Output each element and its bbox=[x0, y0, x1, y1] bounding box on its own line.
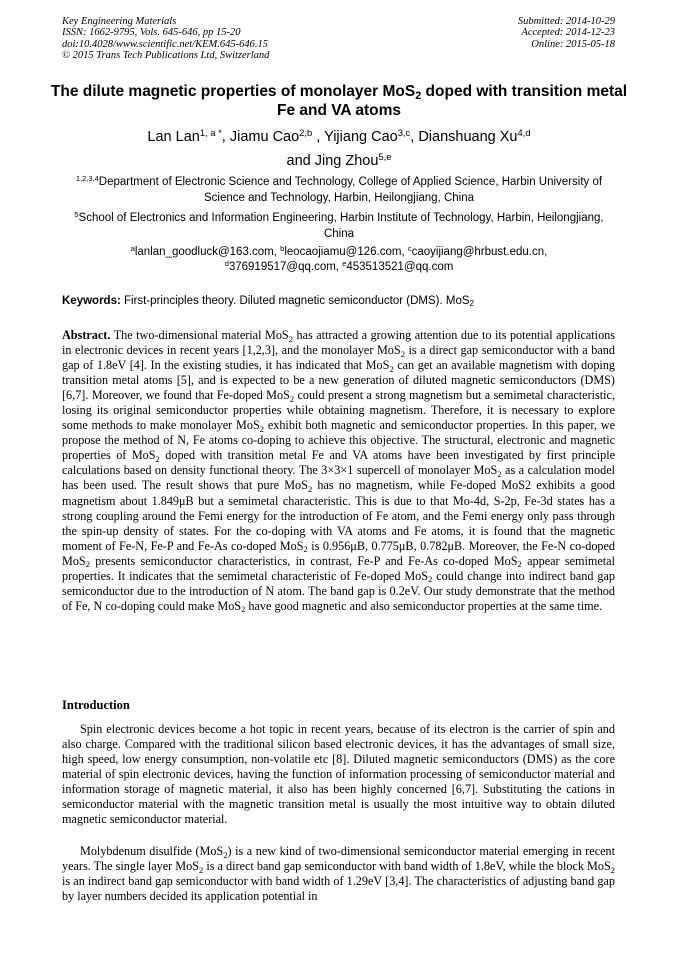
abstract-text: exhibit both magnetic and semiconductor properties. In this paper, we propose the method of N, Fe atoms co-doping to achieve this objective. The structural, electronic and magnetic properties of MoS bbox=[62, 418, 615, 463]
abstract-text: presents semiconductor characteristics, in contrast, Fe-P and Fe-As co-doped MoS bbox=[89, 553, 518, 568]
title-text-cont: doped with transition metal Fe and VA atoms bbox=[276, 83, 628, 119]
email-address: lanlan_goodluck@163.com, bbox=[134, 246, 281, 258]
author-name: Jiamu Cao bbox=[229, 129, 300, 145]
affiliation bbox=[70, 210, 608, 242]
author-affil-mark: 2,b bbox=[299, 126, 313, 138]
author-name: Jing Zhou bbox=[314, 153, 379, 169]
intro-paragraph-text: Spin electronic devices become a hot topic in recent years, because of its electron is the carrier of spin and also charge. Compared with the traditional silicon based electronic devices, it has the advantages of small size, high speed, low energy consumption, non-volatile etc [8]. Diluted magnetic semiconductors (DMS) as the core material of spin electronic devices, having the function of information processing of semiconductor material and information storage of magnetic material, it also has been highly concerned [6,7]. Substituting the cations in semiconductor material with the magnetic transition metal is usually the most intuitive way to obtain diluted magnetic semiconductor material. bbox=[62, 722, 615, 827]
keywords-label: Keywords: bbox=[62, 295, 121, 307]
email-mark: a bbox=[130, 243, 135, 253]
author-name: Lan Lan bbox=[147, 129, 200, 145]
intro-text: ) is a new kind of two-dimensional semiconductor material emerging in recent years. The single layer MoS bbox=[62, 844, 615, 874]
affiliation-text: Department of Electronic Science and Technology, College of Applied Science, Harbin University of Science and Technology, Harbin, Heilongjiang, China bbox=[98, 176, 603, 204]
abstract-subscript: 2 bbox=[289, 393, 295, 404]
intro-text: is a direct band gap semiconductor with band width of 1.8eV, while the block MoS bbox=[203, 859, 611, 874]
intro-text: is an indirect band gap semiconductor with band width of 1.29eV [3,4]. The characteristics of adjusting band gap by layer numbers decided its application potential in bbox=[62, 874, 615, 904]
abstract-text: could change into indirect band gap semiconductor due to the introduction of N atom. The band gap is 0.2eV. Our study demonstrate that the method of Fe, N co-doping could make MoS bbox=[62, 568, 615, 613]
abstract-subscript: 2 bbox=[517, 559, 522, 570]
keywords-subscript: 2 bbox=[469, 299, 475, 309]
abstract-text: could present a strong magnetism but a semimetal characteristic, losing its original semiconductor properties while obtaining magnetism. Therefore, it is necessary to explore some methods to make monolayer MoS bbox=[62, 388, 616, 433]
abstract-label: Abstract. bbox=[62, 328, 111, 342]
journal-header-left bbox=[62, 16, 269, 61]
email-address: 453513521@qq.com bbox=[346, 261, 454, 273]
author-affil-mark: 4,d bbox=[517, 126, 531, 138]
abstract-text: is a direct gap semiconductor with a band gap of 1.8eV [4]. In the existing studies, it has indicated that MoS bbox=[62, 343, 615, 373]
abstract-subscript: 2 bbox=[497, 468, 502, 479]
abstract-subscript: 2 bbox=[307, 484, 313, 495]
abstract-text: doped with transition metal Fe and VA atoms have been investigated by first principle calculations based on density functional theory. The 3×3×1 supercell of monolayer MoS bbox=[62, 448, 615, 478]
abstract-subscript: 2 bbox=[389, 363, 394, 374]
author-affil-mark: 3,c bbox=[397, 126, 411, 138]
title-text: The dilute magnetic properties of monolayer MoS bbox=[50, 83, 416, 100]
keywords bbox=[62, 294, 622, 309]
email-mark: b bbox=[280, 243, 285, 253]
abstract-text: The two-dimensional material MoS bbox=[110, 328, 289, 342]
abstract-subscript: 2 bbox=[259, 423, 265, 434]
author-list: Lan Lan$^{1, a *}$, Jiamu Cao$^{2,b}$ , Yijiang Cao$^{3,c}$, Dianshuang Xu$^{4,d}$ and Jing Zhou$^{5,e}$ bbox=[147, 126, 531, 169]
paper-title bbox=[50, 82, 628, 120]
abstract-subscript: 2 bbox=[303, 544, 308, 555]
accepted-date: Accepted: 2014-12-23 bbox=[521, 27, 615, 39]
journal-issn: ISSN: 1662-9795, Vols. 645-646, pp 15-20 bbox=[62, 27, 241, 39]
email-mark: c bbox=[407, 243, 412, 253]
affiliation-mark: 1,2,3,4 bbox=[75, 173, 99, 183]
email-mark: e bbox=[342, 258, 347, 268]
abstract-text: is 0.956μB, 0.775μB, 0.782μB. Moreover, the Fe-N co-doped MoS bbox=[62, 538, 616, 568]
abstract-text: can get an available magnetism with doping transition metal atoms [5], and is expected to be a new generation of diluted magnetic semiconductors (DMS) [6,7]. Moreover, we found that Fe-doped MoS bbox=[62, 358, 616, 403]
author-affil-mark: 5,e bbox=[378, 150, 392, 162]
affiliation-text: School of Electronics and Information Engineering, Harbin Institute of Technology, Harbin, Heilongjiang, China bbox=[78, 212, 604, 240]
email-mark: d bbox=[224, 258, 229, 268]
abstract-text: has no magnetism, while Fe-doped MoS2 exhibits a good magnetism about 1.849μB but a semimetal characteristic. This is due to that Mo-4d, S-2p, Fe-3d states has a strong coupling around the Femi energy for the introduction of Fe atom, and the Femi energy only pass through the spin-up density of states. For the co-doping with VA atoms and Fe atoms, it is found that the magnetic moment of Fe-N, Fe-P and Fe-As co-doped MoS bbox=[62, 478, 615, 553]
journal-doi: doi:10.4028/www.scientific.net/KEM.645-646.15 bbox=[62, 38, 268, 50]
online-date: Online: 2015-05-18 bbox=[531, 38, 615, 50]
abstract bbox=[62, 328, 615, 614]
abstract-subscript: 2 bbox=[400, 348, 405, 359]
submitted-date: Submitted: 2014-10-29 bbox=[517, 16, 615, 27]
author-name: Dianshuang Xu bbox=[418, 129, 518, 145]
journal-header-right bbox=[518, 16, 615, 50]
email-address: 376919517@qq.com, bbox=[228, 261, 343, 273]
abstract-subscript: 2 bbox=[155, 453, 160, 464]
abstract-text: has attracted a growing attention due to its potential applications in electronic devices in recent years [1,2,3], and the monolayer MoS bbox=[62, 328, 615, 358]
abstract-text: have good magnetic and also semiconductor properties at the same time. bbox=[245, 598, 603, 613]
intro-subscript: 2 bbox=[199, 864, 204, 875]
title-subscript: 2 bbox=[415, 90, 422, 103]
keywords-text: First-principles theory. Diluted magnetic semiconductor (DMS). MoS bbox=[120, 295, 470, 307]
abstract-subscript: 2 bbox=[428, 574, 433, 585]
intro-paragraph bbox=[62, 844, 615, 904]
author-affil-mark: 1, a * bbox=[199, 126, 222, 138]
author-emails bbox=[70, 245, 608, 275]
abstract-subscript: 2 bbox=[241, 604, 246, 615]
abstract-text: as a calculation model has been used. The result shows that pure MoS bbox=[62, 463, 615, 493]
email-address: caoyijiang@hrbust.edu.cn, bbox=[411, 246, 548, 258]
abstract-subscript: 2 bbox=[85, 559, 90, 570]
intro-paragraph bbox=[62, 722, 615, 827]
journal-name: Key Engineering Materials bbox=[62, 16, 177, 27]
intro-subscript: 2 bbox=[610, 864, 616, 875]
affiliation bbox=[70, 174, 608, 206]
journal-copyright: © 2015 Trans Tech Publications Ltd, Switzerland bbox=[62, 49, 270, 61]
author-name: Yijiang Cao bbox=[324, 129, 398, 145]
section-heading-introduction: Introduction bbox=[62, 698, 130, 712]
intro-subscript: 2 bbox=[223, 849, 228, 860]
abstract-text: appear semimetal properties. It indicates that the semimetal characteristic of Fe-doped MoS bbox=[62, 553, 615, 583]
abstract-subscript: 2 bbox=[288, 333, 293, 344]
intro-text: Molybdenum disulfide (MoS bbox=[80, 844, 224, 858]
affiliation-mark: 5 bbox=[74, 209, 79, 219]
email-address: leocaojiamu@126.com, bbox=[284, 246, 408, 258]
